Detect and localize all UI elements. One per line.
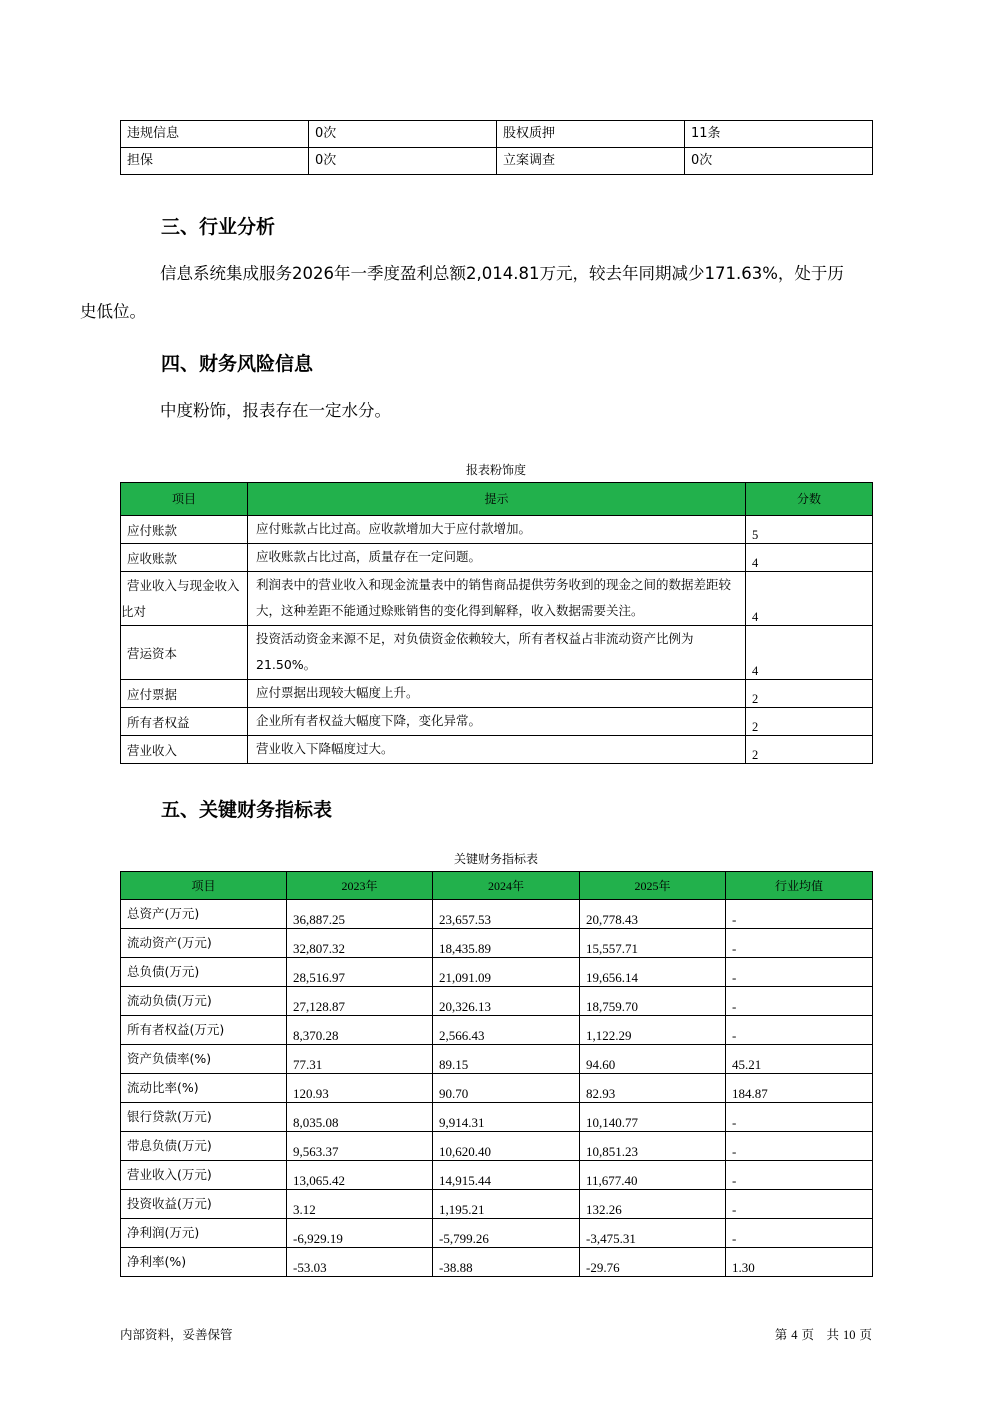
kpi-2024: 21,091.09 [433,958,580,987]
risk-label: 违规信息 [121,121,309,148]
page-total: 10 [843,1328,856,1342]
kpi-2023: 36,887.25 [287,900,433,929]
kpi-header-2025: 2025年 [580,872,726,900]
kpi-item: 总资产(万元) [121,900,287,929]
kpi-2023: 120.93 [287,1074,433,1103]
whitewash-row [121,572,873,626]
whitewash-score: 4 [746,572,873,626]
kpi-2024: -5,799.26 [433,1219,580,1248]
whitewash-item: 应收账款 [121,544,248,572]
section3-line2: 史低位。 [80,302,146,321]
risk-value: 11条 [685,121,873,148]
kpi-2023: 77.31 [287,1045,433,1074]
kpi-row [121,1074,873,1103]
page-label-post: 页 [859,1327,872,1342]
kpi-item: 净利率(%) [121,1248,287,1277]
kpi-2025: 82.93 [580,1074,726,1103]
kpi-industry-avg: - [726,1132,873,1161]
whitewash-hint: 应付票据出现较大幅度上升。 [248,680,746,708]
section3-line1: 信息系统集成服务2026年一季度盈利总额2,014.81万元，较去年同期减少171.63%，处于历 [160,264,844,283]
whitewash-row [121,736,873,764]
kpi-2025: 19,656.14 [580,958,726,987]
kpi-item: 流动负债(万元) [121,987,287,1016]
kpi-table-body [121,900,873,1277]
kpi-2024: 2,566.43 [433,1016,580,1045]
risk-value: 0次 [309,148,497,175]
whitewash-item: 所有者权益 [121,708,248,736]
kpi-industry-avg: - [726,1103,873,1132]
kpi-item: 带息负债(万元) [121,1132,287,1161]
risk-info-row [121,148,873,175]
kpi-2023: 28,516.97 [287,958,433,987]
kpi-2024: 14,915.44 [433,1161,580,1190]
kpi-industry-avg: - [726,1161,873,1190]
kpi-2023: 8,370.28 [287,1016,433,1045]
header-item: 项目 [121,483,248,516]
kpi-row [121,1045,873,1074]
whitewash-hint: 企业所有者权益大幅度下降，变化异常。 [248,708,746,736]
whitewash-item: 营业收入与现金收入比对 [121,572,248,626]
risk-info-table [120,120,873,175]
section4-title: 四、财务风险信息 [161,353,314,375]
risk-label: 担保 [121,148,309,175]
kpi-2023: 27,128.87 [287,987,433,1016]
whitewash-score: 2 [746,680,873,708]
whitewash-item: 营业收入 [121,736,248,764]
whitewash-score: 2 [746,736,873,764]
kpi-row [121,1132,873,1161]
kpi-2024: -38.88 [433,1248,580,1277]
footer-page-number [775,1325,872,1343]
kpi-2025: 132.26 [580,1190,726,1219]
whitewash-row [121,626,873,680]
section4-text: 中度粉饰，报表存在一定水分。 [160,401,391,420]
kpi-2024: 1,195.21 [433,1190,580,1219]
kpi-industry-avg: - [726,929,873,958]
kpi-industry-avg: - [726,1219,873,1248]
whitewash-item: 营运资本 [121,626,248,680]
whitewash-hint: 应收账款占比过高，质量存在一定问题。 [248,544,746,572]
kpi-2023: 9,563.37 [287,1132,433,1161]
kpi-2024: 18,435.89 [433,929,580,958]
kpi-industry-avg: - [726,900,873,929]
risk-value: 0次 [309,121,497,148]
kpi-table [120,871,873,1277]
kpi-2025: 18,759.70 [580,987,726,1016]
kpi-industry-avg: - [726,958,873,987]
whitewash-row [121,516,873,544]
kpi-item: 净利润(万元) [121,1219,287,1248]
kpi-item: 资产负债率(%) [121,1045,287,1074]
whitewash-score: 4 [746,626,873,680]
kpi-row [121,1248,873,1277]
kpi-2025: 15,557.71 [580,929,726,958]
page-label-pre: 第 [774,1327,788,1342]
kpi-row [121,900,873,929]
kpi-2025: 94.60 [580,1045,726,1074]
header-score: 分数 [746,483,873,516]
kpi-row [121,1103,873,1132]
whitewash-score: 5 [746,516,873,544]
kpi-2025: 10,140.77 [580,1103,726,1132]
kpi-2025: 11,677.40 [580,1161,726,1190]
whitewash-score: 2 [746,708,873,736]
kpi-2025: -3,475.31 [580,1219,726,1248]
kpi-industry-avg: 45.21 [726,1045,873,1074]
kpi-item: 总负债(万元) [121,958,287,987]
kpi-2024: 89.15 [433,1045,580,1074]
kpi-item: 投资收益(万元) [121,1190,287,1219]
kpi-item: 流动比率(%) [121,1074,287,1103]
kpi-industry-avg: - [726,1016,873,1045]
kpi-header-2023: 2023年 [287,872,433,900]
whitewash-score: 4 [746,544,873,572]
kpi-2024: 9,914.31 [433,1103,580,1132]
section5-title: 五、关键财务指标表 [161,799,333,821]
page-current: 4 [791,1328,798,1342]
kpi-item: 营业收入(万元) [121,1161,287,1190]
kpi-2024: 90.70 [433,1074,580,1103]
kpi-header-row [121,872,873,900]
whitewash-header-row [121,483,873,516]
risk-info-body [121,121,873,175]
whitewash-item: 应付账款 [121,516,248,544]
header-hint: 提示 [248,483,746,516]
whitewash-hint: 应付账款占比过高。应收款增加大于应付款增加。 [248,516,746,544]
risk-label: 股权质押 [497,121,685,148]
risk-value: 0次 [685,148,873,175]
kpi-header-2024: 2024年 [433,872,580,900]
kpi-item: 银行贷款(万元) [121,1103,287,1132]
whitewash-table-body [121,516,873,764]
whitewash-hint: 利润表中的营业收入和现金流量表中的销售商品提供劳务收到的现金之间的数据差距较大，这种差距不能通过赊账销售的变化得到解释，收入数据需要关注。 [248,572,746,626]
whitewash-hint: 营业收入下降幅度过大。 [248,736,746,764]
kpi-2023: -6,929.19 [287,1219,433,1248]
kpi-2023: 32,807.32 [287,929,433,958]
kpi-row [121,1161,873,1190]
kpi-2025: 10,851.23 [580,1132,726,1161]
kpi-2025: 1,122.29 [580,1016,726,1045]
kpi-row [121,929,873,958]
risk-info-row [121,121,873,148]
kpi-header-industry-avg: 行业均值 [726,872,873,900]
kpi-industry-avg: 184.87 [726,1074,873,1103]
footer-confidential: 内部资料，妥善保管 [120,1327,233,1342]
whitewash-item: 应付票据 [121,680,248,708]
kpi-industry-avg: - [726,987,873,1016]
kpi-industry-avg: - [726,1190,873,1219]
kpi-2023: 3.12 [287,1190,433,1219]
kpi-2024: 23,657.53 [433,900,580,929]
kpi-table-caption: 关键财务指标表 [453,852,538,866]
kpi-item: 所有者权益(万元) [121,1016,287,1045]
kpi-industry-avg: 1.30 [726,1248,873,1277]
section3-title: 三、行业分析 [161,216,276,238]
kpi-item: 流动资产(万元) [121,929,287,958]
whitewash-table-caption: 报表粉饰度 [465,463,526,477]
kpi-2024: 20,326.13 [433,987,580,1016]
whitewash-table [120,482,873,764]
section3-paragraph [80,255,872,331]
page-label-mid: 页 共 [801,1327,840,1342]
kpi-2023: 13,065.42 [287,1161,433,1190]
whitewash-row [121,708,873,736]
kpi-row [121,958,873,987]
risk-label: 立案调查 [497,148,685,175]
kpi-2024: 10,620.40 [433,1132,580,1161]
kpi-2025: 20,778.43 [580,900,726,929]
kpi-2023: 8,035.08 [287,1103,433,1132]
whitewash-hint: 投资活动资金来源不足，对负债资金依赖较大，所有者权益占非流动资产比例为21.50%。 [248,626,746,680]
kpi-row [121,1219,873,1248]
kpi-row [121,1016,873,1045]
kpi-header-item: 项目 [121,872,287,900]
whitewash-row [121,680,873,708]
whitewash-row [121,544,873,572]
kpi-row [121,1190,873,1219]
kpi-2023: -53.03 [287,1248,433,1277]
kpi-2025: -29.76 [580,1248,726,1277]
kpi-row [121,987,873,1016]
